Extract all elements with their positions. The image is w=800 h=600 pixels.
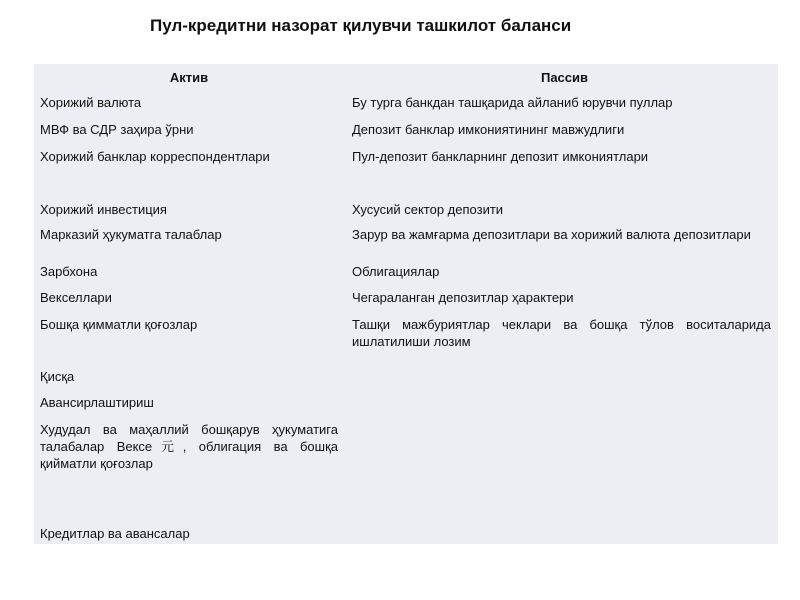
asset-row: Хорижий банклар корреспондентлари [40,149,270,164]
liability-row: Бу турга банкдан ташқарида айланиб юрувчи пуллар [352,95,673,110]
asset-row: Авансирлаштириш [40,395,154,410]
asset-row: Марказий ҳукуматга талаблар [40,227,222,242]
page-title: Пул-кредитни назорат қилувчи ташкилот баланси [150,16,572,35]
liability-row: Пул-депозит банкларнинг депозит имкониятлари [352,149,649,164]
liability-row: Ташқи мажбуриятлар чеклари ва бошқа тўлов воситаларида ишлатилиши лозим [352,317,771,349]
liability-row: Облигациялар [352,264,440,279]
liability-column [351,64,778,544]
asset-row: Хорижий валюта [40,95,142,110]
asset-column [34,64,344,544]
balance-table [34,64,778,544]
asset-row: Зарбхона [40,264,98,279]
asset-row: Хорижий инвестиция [40,202,167,217]
asset-row: Кредитлар ва авансалар [40,526,190,541]
asset-row: Худудал ва маҳаллий бошқарув ҳукуматига талабалар Вексе元, облигация ва бошқа қийматли қоғозлар [40,422,338,471]
liability-column-header: Пассив [540,70,589,85]
liability-row: Зарур ва жамғарма депозитлари ва хорижий валюта депозитлари [352,227,751,242]
asset-row: Векселлари [40,290,112,305]
asset-row: Бошқа қимматли қоғозлар [40,317,198,332]
asset-row: Қисқа [40,369,75,384]
asset-row: МВФ ва СДР заҳира ўрни [40,122,194,137]
liability-row: Депозит банклар имкониятининг мавжудлиги [352,122,625,137]
liability-row: Чегараланган депозитлар ҳарактери [352,290,574,305]
asset-column-header: Актив [169,70,209,85]
liability-row: Хусусий сектор депозити [352,202,504,217]
